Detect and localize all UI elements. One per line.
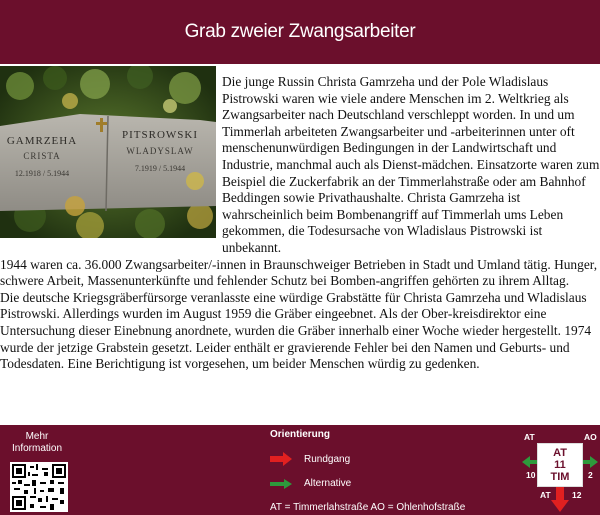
paragraph-2: 1944 waren ca. 36.000 Zwangsarbeiter/-innen in Braunschweiger Betrieben in Stadt und Umland tätig. Hunger, schwere Arbeit, Massenunterkünfte und fehlender Schutz bei Bomben-angriffen gehörten zu ihrem Alltag.	[0, 256, 598, 289]
left-green-arrow-icon[interactable]	[522, 456, 537, 468]
paragraph-3: Die deutsche Kriegsgräberfürsorge veranlasste eine würdige Grabstätte für Christa Gamrzeha und Wladislaus Pistrowski. Allerdings wurden im August 1959 die Gräber eingeebnet. Als der Ober-kreisdirektor eine Untersuchung dieser Einebnung anordnete, wurden die Gräber innerhalb einer Woche wieder hergestellt. 1974 wurde der jetzige Grabstein gesetzt. Leider enthält er gravierende Fehler bei den Namen und Geburts- und Todesdaten. Eine Berichtigung ist vorgesehen, um beider Menschen würdig zu gedenken.	[0, 289, 592, 372]
left-stone-name: GAMRZEHA	[6, 135, 78, 147]
station-number: 11	[554, 459, 566, 471]
down-direction-number: 12	[572, 490, 582, 500]
abbreviations-text: AT = Timmerlahstraße AO = Ohlenhofstraße	[270, 502, 466, 513]
right-stone-name: PITSROWSKI	[121, 129, 199, 141]
right-direction-code: AO	[584, 432, 597, 442]
left-direction-number: 10	[526, 470, 536, 480]
down-red-arrow-icon[interactable]	[551, 487, 569, 512]
right-direction-number: 2	[588, 470, 593, 480]
left-direction-code: AT	[524, 432, 535, 442]
page-title: Grab zweier Zwangsarbeiter	[184, 21, 416, 42]
down-direction-code: AT	[540, 490, 551, 500]
right-stone-first: WLADYSLAW	[126, 146, 194, 156]
station-code: AT	[553, 447, 567, 459]
orientation-title: Orientierung	[270, 429, 331, 440]
left-stone-first: CRISTA	[23, 151, 61, 161]
station-sign	[537, 443, 583, 487]
paragraph-1: Die junge Russin Christa Gamrzeha und der Pole Wladislaus Pistrowski waren wie viele andere Menschen im 2. Weltkrieg als Zwangsarbeiter nach Deutschland verschleppt worden. In und um Timmerlah arbeiteten Zwangsarbeiter und -arbeiterinnen unter oft menschenunwürdigen Bedingungen in der Landwirtschaft und Industrie, manchmal auch als Dienst-mädchen. Einsatzorte waren zum Beispiel die Zuckerfabrik an der Timmerlahstraße oder am Bahnhof Beddingen sowie Privathaushalte. Christa Gamrzeha ist wahrscheinlich beim Bombenangriff auf Timmerlah ums Leben gekommen, die Todesursache von Wladislaus Pistrowski ist unbekannt.	[222, 74, 600, 255]
right-green-arrow-icon[interactable]	[583, 456, 598, 468]
right-stone-dates: 7.1919 / 5.1944	[134, 164, 186, 173]
left-stone-dates: 12.1918 / 5.1944	[14, 169, 70, 178]
legend-alternative-label: Alternative	[304, 478, 352, 489]
legend-route-label: Rundgang	[304, 453, 351, 465]
station-name: TIM	[550, 471, 570, 483]
more-info-line2: Information	[11, 443, 63, 454]
more-info-line1: Mehr	[25, 431, 49, 442]
